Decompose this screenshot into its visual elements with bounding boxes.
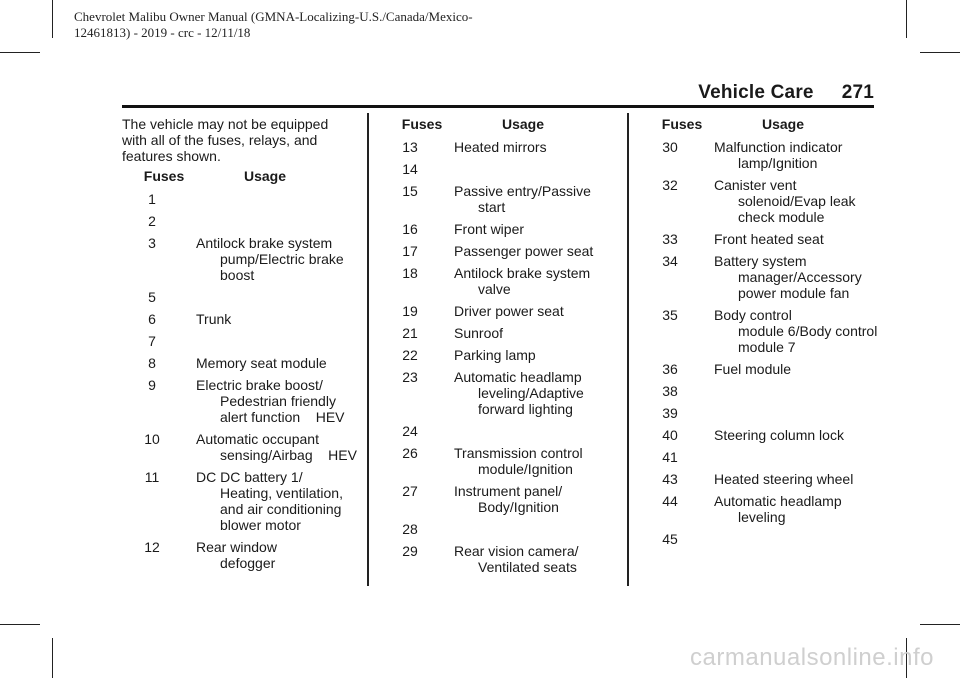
fuse-usage <box>440 369 612 417</box>
fuse-number: 40 <box>662 427 678 443</box>
fuses-header: Fuses <box>401 116 443 132</box>
fuse-number: 41 <box>662 449 678 465</box>
fuse-usage <box>440 265 612 297</box>
table-row <box>640 427 872 443</box>
fuse-number: 39 <box>662 405 678 421</box>
table-row <box>380 347 612 363</box>
usage-header: Usage <box>243 168 287 184</box>
fuse-number: 13 <box>402 139 418 155</box>
table-header <box>380 116 612 132</box>
fuse-number: 19 <box>402 303 418 319</box>
usage-line: boost <box>220 267 255 283</box>
fuse-usage <box>700 493 872 525</box>
fuse-usage <box>700 177 872 225</box>
column-divider <box>367 113 369 586</box>
usage-line: Trunk <box>196 311 232 327</box>
fuse-number: 21 <box>402 325 418 341</box>
usage-line: module/Ignition <box>478 461 573 477</box>
usage-line: Pedestrian friendly <box>220 393 336 409</box>
fuse-usage <box>440 521 612 537</box>
fuse-usage <box>182 333 354 349</box>
fuse-usage <box>700 471 872 487</box>
usage-line: forward lighting <box>478 401 573 417</box>
usage-line: Heated mirrors <box>454 139 547 155</box>
table-row <box>122 539 354 571</box>
table-header <box>122 168 354 184</box>
fuse-number: 30 <box>662 139 678 155</box>
table-row <box>122 469 354 533</box>
document-header <box>74 9 554 41</box>
fuse-usage <box>440 325 612 341</box>
usage-line: lamp/Ignition <box>738 155 818 171</box>
usage-line: valve <box>478 281 511 297</box>
fuse-number: 11 <box>144 469 160 485</box>
usage-line: Heated steering wheel <box>714 471 854 487</box>
fuse-usage <box>700 139 872 171</box>
fuses-header: Fuses <box>143 168 185 184</box>
table-row <box>380 483 612 515</box>
table-row <box>380 445 612 477</box>
usage-line: Transmission control <box>454 445 583 461</box>
usage-line: DC DC battery 1/ <box>196 469 303 485</box>
fuse-usage <box>440 543 612 575</box>
table-row <box>122 377 354 425</box>
usage-line: Front heated seat <box>714 231 824 247</box>
usage-line: Passive entry/Passive <box>454 183 591 199</box>
table-row <box>122 235 354 283</box>
table-row <box>122 431 357 463</box>
fuse-number: 17 <box>402 243 418 259</box>
usage-line: sensing/Airbag HEV <box>220 447 357 463</box>
watermark: carmanualsonline.info <box>690 644 934 671</box>
fuse-usage <box>182 377 354 425</box>
fuse-number: 15 <box>402 183 418 199</box>
fuse-usage <box>182 289 354 305</box>
table-row <box>640 383 872 399</box>
fuse-number: 1 <box>148 191 156 207</box>
crop-mark <box>52 638 53 678</box>
table-row <box>380 139 612 155</box>
fuses-header: Fuses <box>661 116 703 132</box>
usage-line: alert function HEV <box>220 409 345 425</box>
table-row <box>640 231 872 247</box>
table-row <box>122 311 354 327</box>
fuse-number: 10 <box>144 431 160 447</box>
table-row <box>640 139 872 171</box>
table-row <box>640 449 872 465</box>
usage-line: pump/Electric brake <box>220 251 344 267</box>
usage-line: module 6/Body control <box>738 323 878 339</box>
fuse-usage <box>182 311 354 327</box>
page-heading <box>698 82 874 104</box>
fuse-usage <box>182 213 354 229</box>
usage-line: Body/Ignition <box>478 499 559 515</box>
usage-line: Fuel module <box>714 361 792 377</box>
table-row <box>380 325 612 341</box>
fuse-number: 44 <box>662 493 678 509</box>
table-row <box>380 423 612 439</box>
fuse-rows <box>122 191 357 571</box>
table-row <box>380 303 612 319</box>
intro-text: The vehicle may not be equipped with all of the fuses, relays, and features shown. <box>122 116 329 164</box>
usage-header: Usage <box>761 116 805 132</box>
fuse-rows <box>380 139 612 575</box>
fuse-usage <box>700 231 872 247</box>
crop-mark <box>0 52 40 53</box>
page-number: 271 <box>841 82 874 103</box>
usage-line: Antilock brake system <box>196 235 333 251</box>
usage-line: Memory seat module <box>196 355 327 371</box>
usage-line: Heating, ventilation, <box>220 485 343 501</box>
fuse-column-3 <box>640 116 878 553</box>
usage-line: check module <box>738 209 825 225</box>
usage-line: Rear window <box>196 539 277 555</box>
usage-header: Usage <box>501 116 545 132</box>
table-row <box>380 161 612 177</box>
fuse-usage <box>440 347 612 363</box>
fuse-column-1 <box>122 116 357 577</box>
usage-line: module 7 <box>738 339 796 355</box>
header-line-2: 12461813) - 2019 - crc - 12/11/18 <box>74 25 251 40</box>
fuse-usage <box>182 539 354 571</box>
fuse-usage <box>700 253 872 301</box>
table-row <box>122 191 354 207</box>
table-row <box>380 221 612 237</box>
fuse-number: 22 <box>402 347 418 363</box>
crop-mark <box>920 624 960 625</box>
usage-line: Canister vent <box>714 177 797 193</box>
table-row <box>640 531 872 547</box>
fuse-usage <box>700 383 872 399</box>
fuse-usage <box>440 183 612 215</box>
fuse-usage <box>440 445 612 477</box>
usage-line: leveling/Adaptive <box>478 385 584 401</box>
crop-mark <box>920 52 960 53</box>
table-row <box>640 471 872 487</box>
usage-line: Malfunction indicator <box>714 139 843 155</box>
fuse-usage <box>700 361 872 377</box>
fuse-number: 36 <box>662 361 678 377</box>
fuse-usage <box>700 427 872 443</box>
heading-rule <box>122 105 874 108</box>
fuse-number: 24 <box>402 423 418 439</box>
fuse-usage <box>440 483 612 515</box>
fuse-number: 28 <box>402 521 418 537</box>
usage-line: Electric brake boost/ <box>196 377 323 393</box>
fuse-usage <box>440 139 612 155</box>
table-row <box>380 243 612 259</box>
fuse-number: 27 <box>402 483 418 499</box>
fuse-usage <box>440 243 612 259</box>
fuse-number: 6 <box>148 311 156 327</box>
fuse-number: 34 <box>662 253 678 269</box>
usage-line: Automatic headlamp <box>714 493 842 509</box>
usage-line: solenoid/Evap leak <box>738 193 856 209</box>
table-row <box>640 307 878 355</box>
fuse-usage <box>700 449 872 465</box>
fuse-usage <box>440 423 612 439</box>
usage-line: leveling <box>738 509 786 525</box>
fuse-number: 29 <box>402 543 418 559</box>
table-row <box>122 355 354 371</box>
usage-line: Ventilated seats <box>478 559 577 575</box>
table-row <box>640 405 872 421</box>
table-row <box>380 265 612 297</box>
fuse-number: 5 <box>148 289 156 305</box>
usage-line: Battery system <box>714 253 807 269</box>
table-row <box>380 183 612 215</box>
table-row <box>380 543 612 575</box>
fuse-number: 3 <box>148 235 156 251</box>
crop-mark <box>52 0 53 38</box>
fuse-usage <box>440 303 612 319</box>
fuse-number: 45 <box>662 531 678 547</box>
fuse-number: 43 <box>662 471 678 487</box>
fuse-number: 38 <box>662 383 678 399</box>
usage-line: manager/Accessory <box>738 269 862 285</box>
column-divider <box>627 113 629 586</box>
usage-line: Sunroof <box>454 325 504 341</box>
usage-line: and air conditioning <box>220 501 342 517</box>
header-line-1: Chevrolet Malibu Owner Manual (GMNA-Localizing-U.S./Canada/Mexico- <box>74 9 473 24</box>
fuse-usage <box>440 221 612 237</box>
fuse-usage <box>700 531 872 547</box>
usage-line: Automatic occupant <box>196 431 319 447</box>
fuse-usage <box>700 405 872 421</box>
fuse-usage <box>700 307 877 355</box>
usage-line: Steering column lock <box>714 427 844 443</box>
table-row <box>640 177 872 225</box>
fuse-number: 12 <box>144 539 160 555</box>
fuse-column-2 <box>380 116 612 581</box>
table-row <box>122 289 354 305</box>
fuse-number: 32 <box>662 177 678 193</box>
usage-line: Passenger power seat <box>454 243 594 259</box>
table-row <box>380 369 612 417</box>
usage-line: Instrument panel/ <box>454 483 563 499</box>
crop-mark <box>906 0 907 38</box>
usage-line: Automatic headlamp <box>454 369 582 385</box>
usage-line: blower motor <box>220 517 301 533</box>
fuse-number: 2 <box>148 213 156 229</box>
fuse-usage <box>182 469 354 533</box>
table-row <box>640 493 872 525</box>
usage-line: power module fan <box>738 285 850 301</box>
usage-line: Body control <box>714 307 792 323</box>
fuse-number: 33 <box>662 231 678 247</box>
fuse-number: 14 <box>402 161 418 177</box>
table-row <box>640 253 872 301</box>
fuse-usage <box>182 355 354 371</box>
fuse-number: 8 <box>148 355 156 371</box>
table-header <box>640 116 872 132</box>
fuse-number: 7 <box>148 333 156 349</box>
usage-line: Antilock brake system <box>454 265 591 281</box>
usage-line: start <box>478 199 506 215</box>
fuse-rows <box>640 139 878 547</box>
fuse-usage <box>182 191 354 207</box>
fuse-number: 9 <box>148 377 156 393</box>
table-row <box>380 521 612 537</box>
fuse-usage <box>440 161 612 177</box>
usage-line: defogger <box>220 555 276 571</box>
section-title: Vehicle Care <box>698 82 814 103</box>
table-row <box>122 213 354 229</box>
table-row <box>122 333 354 349</box>
fuse-number: 35 <box>662 307 678 323</box>
fuse-number: 16 <box>402 221 418 237</box>
fuse-usage <box>182 431 357 463</box>
fuse-number: 18 <box>402 265 418 281</box>
fuse-number: 23 <box>402 369 418 385</box>
fuse-usage <box>182 235 354 283</box>
usage-line: Parking lamp <box>454 347 536 363</box>
crop-mark <box>0 624 40 625</box>
table-row <box>640 361 872 377</box>
usage-line: Driver power seat <box>454 303 564 319</box>
usage-line: Front wiper <box>454 221 525 237</box>
fuse-number: 26 <box>402 445 418 461</box>
usage-line: Rear vision camera/ <box>454 543 579 559</box>
